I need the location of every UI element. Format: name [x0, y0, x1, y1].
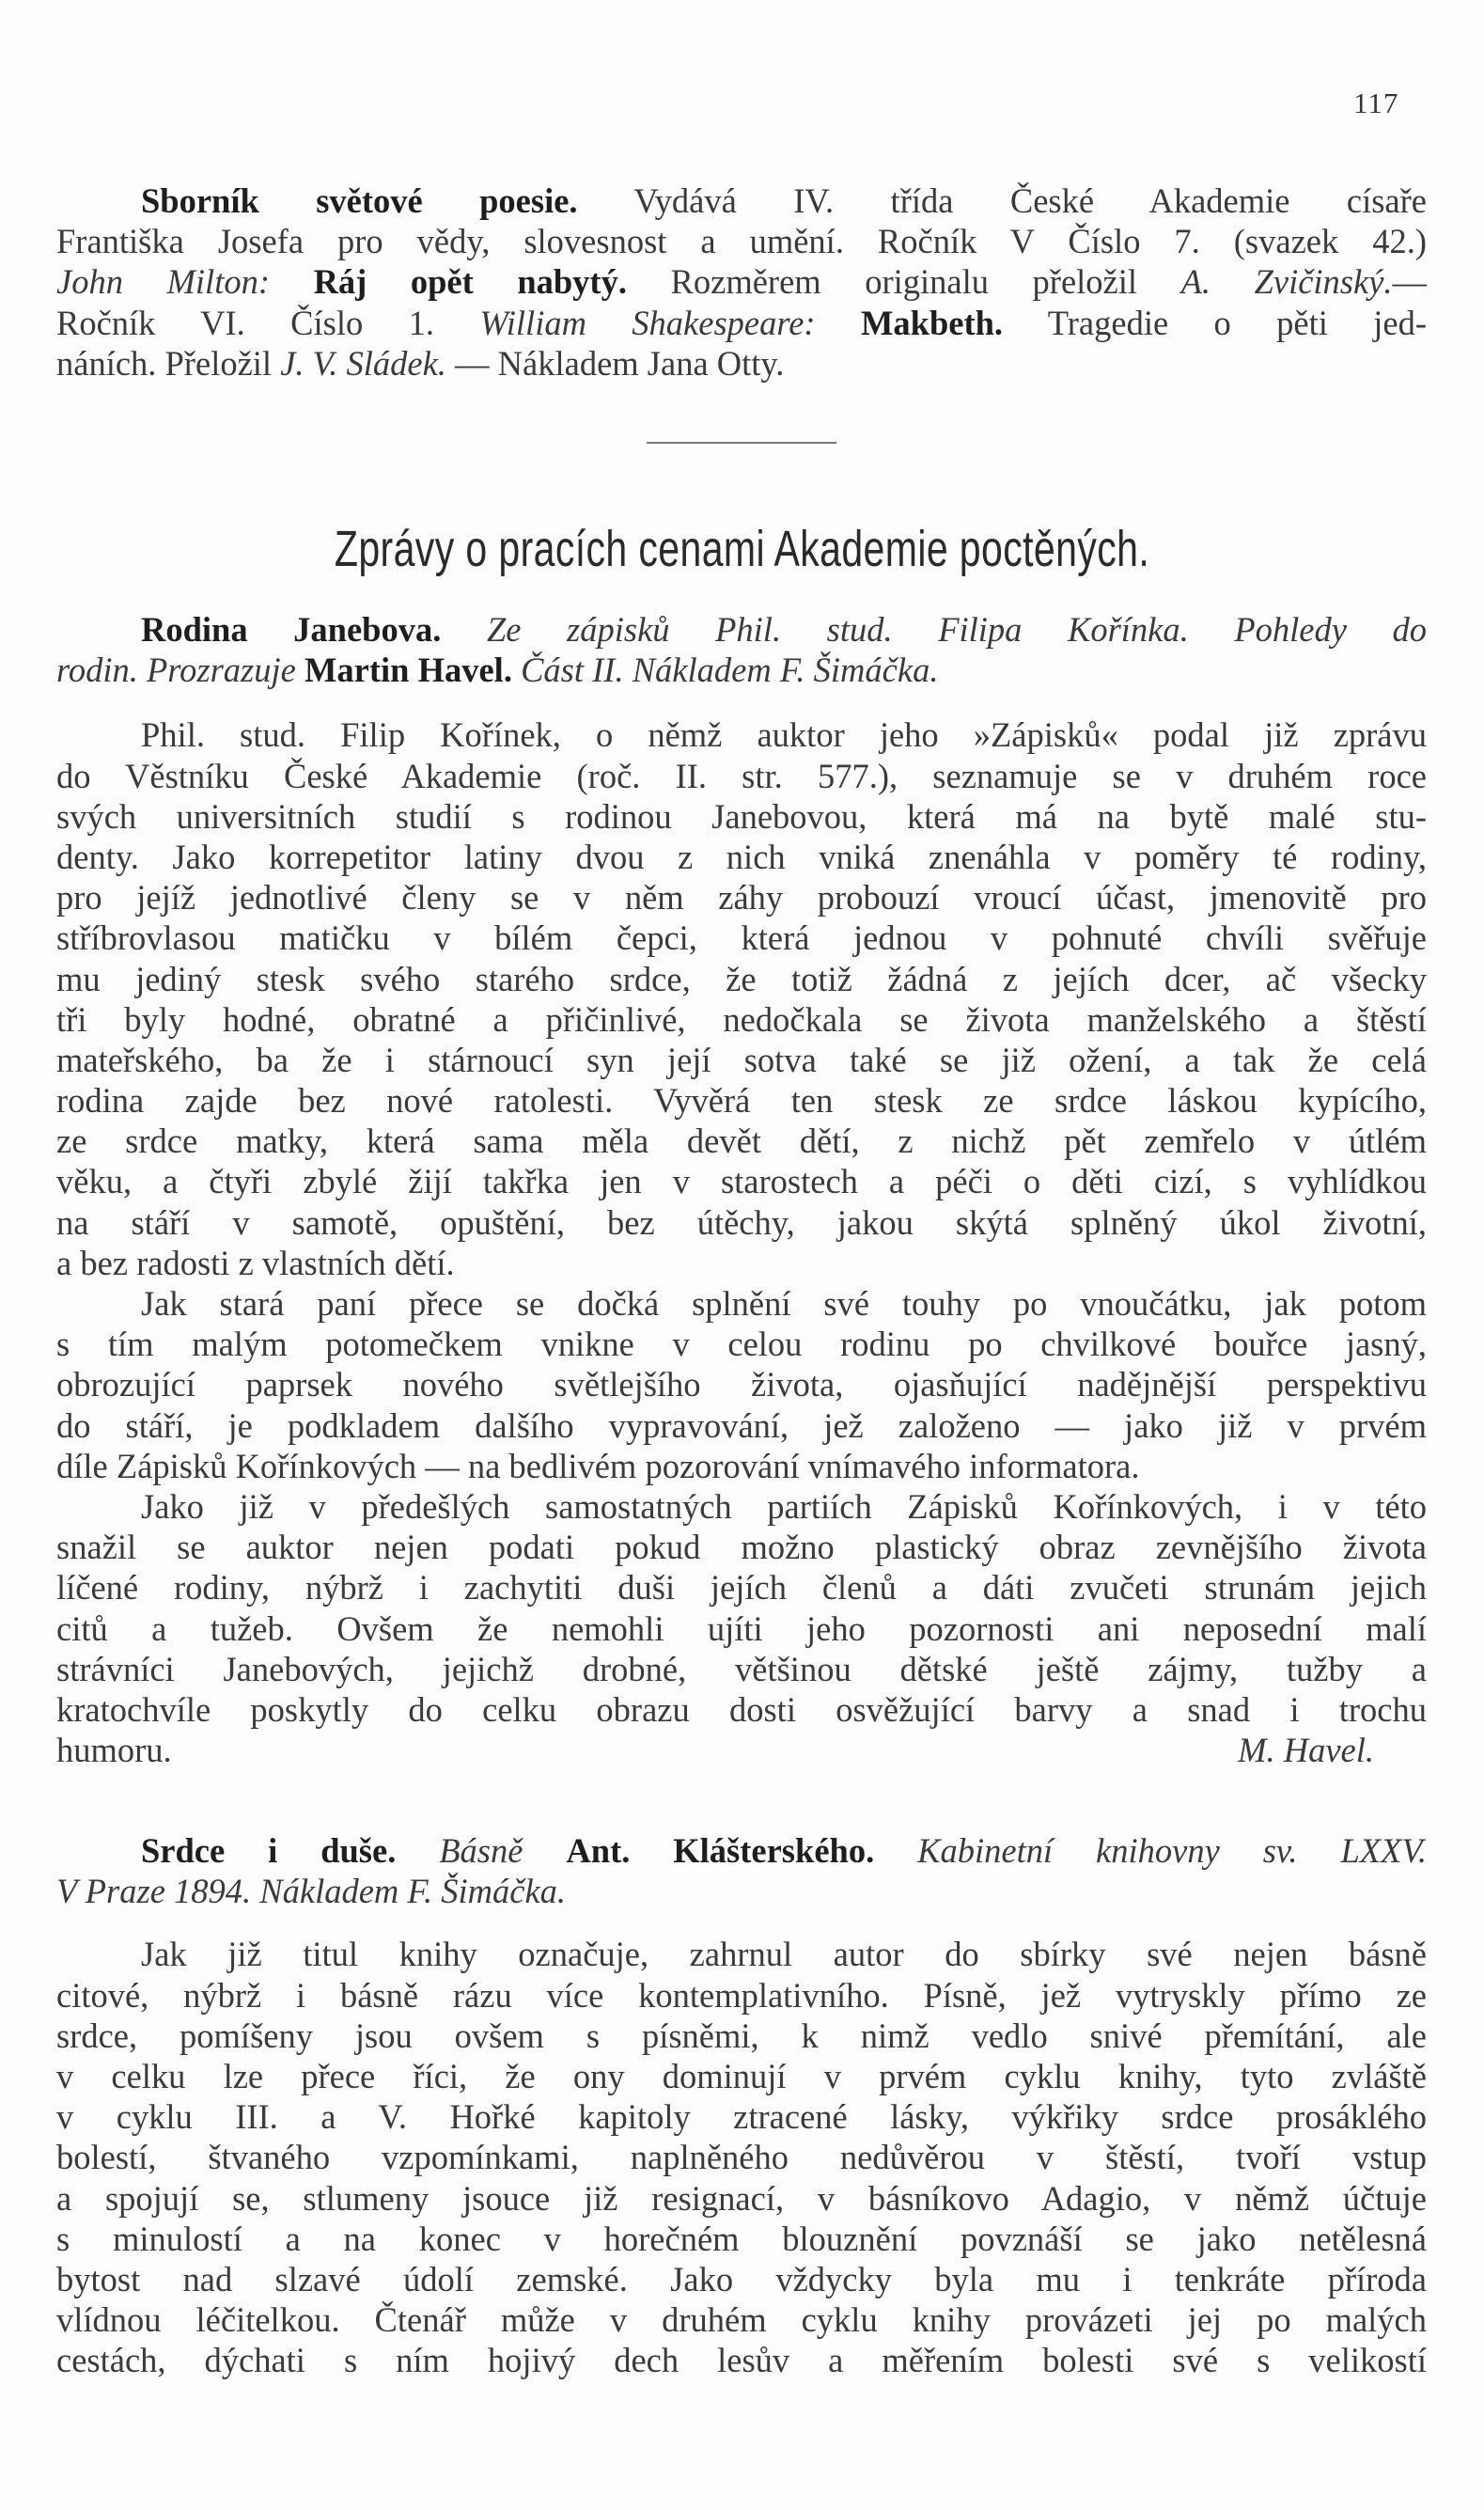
review-sbornik-line-5: náních. Přeložil J. V. Sládek. — Nákladem Jana Otty.: [56, 343, 785, 383]
text-line: cestách, dýchati s ním hojivý dech lesův a měřením bolesti své s velikostí: [56, 2341, 1427, 2380]
text-line: citů a tužeb. Ovšem že nemohli ujíti jeho pozornosti ani neposední malí: [56, 1608, 1427, 1648]
text-line: Jak již titul knihy označuje, zahrnul autor do sbírky své nejen básně: [141, 1935, 1427, 1974]
text-line: Jako již v předešlých samostatných partiích Zápisků Kořínkových, i v této: [141, 1486, 1427, 1526]
text-line: citové, nýbrž i básně rázu více kontemplativního. Písně, jež vytryskly přímo ze: [56, 1975, 1427, 2015]
text-line: tři byly hodné, obratné a přičinlivé, nedočkala se života manželského a štěstí: [56, 999, 1427, 1039]
text-line: ze srdce matky, která sama měla devět dětí, z nichž pět zemřelo v útlém: [56, 1122, 1427, 1161]
review-srdce-i-duse: [56, 1830, 1427, 2380]
text-line: obrozující paprsek nového světlejšího života, ojasňující nadějnější perspektivu: [56, 1365, 1427, 1404]
review-sbornik-line-2: Františka Josefa pro vědy, slovesnost a umění. Ročník V Číslo 7. (svazek 42.): [56, 222, 1427, 261]
review-title: Sborník světové poesie.: [141, 181, 578, 220]
text-line: a bez radosti z vlastních dětí.: [56, 1243, 455, 1282]
text-line: svých universitních studií s rodinou Janebovou, která má na bytě malé stu-: [56, 796, 1427, 836]
review-header-line-1: Srdce i duše. Básně Ant. Klášterského. Kabinetní knihovny sv. LXXV.: [141, 1831, 1428, 1870]
text-line: v celku lze přece říci, že ony dominují v prvém cyklu knihy, tyto zvláště: [56, 2056, 1427, 2095]
text-line: stříbrovlasou matičku v bílém čepci, která jednou v pohnuté chvíli svěřuje: [56, 918, 1427, 958]
text-line: denty. Jako korrepetitor latiny dvou z nich vniká znenáhla v poměry té rodiny,: [56, 837, 1427, 876]
text-line: na stáří v samotě, opuštění, bez útěchy, jakou skýtá splněný úkol životní,: [56, 1202, 1427, 1242]
text-line: kratochvíle poskytly do celku obrazu dosti osvěžující barvy a snad i trochu: [56, 1689, 1427, 1729]
text-line: v cyklu III. a V. Hořké kapitoly ztracené lásky, výkřiky srdce prosáklého: [56, 2097, 1427, 2137]
section-heading: Zprávy o pracích cenami Akademie poctěných.: [334, 521, 1150, 577]
review-sbornik-line-1: Sborník světové poesie. Vydává IV. třída České Akademie císaře: [141, 181, 1427, 220]
reviewer-signature: M. Havel.: [1238, 1731, 1374, 1770]
review-body: [56, 1934, 1427, 2380]
review-header-line-2: rodin. Prozrazuje Martin Havel. Část II. Nákladem F. Šimáčka.: [56, 651, 939, 690]
text-line: mu jediný stesk svého starého srdce, že totiž žádná z jejích dcer, ač všecky: [56, 959, 1427, 998]
text-line: do Věstníku České Akademie (roč. II. str. 577.), seznamuje se v druhém roce: [56, 756, 1427, 795]
text-line: s tím malým potomečkem vnikne v celou rodinu po chvilkové bouřce jasný,: [56, 1325, 1427, 1364]
section-divider: [647, 442, 836, 444]
text-line: rodina zajde bez nové ratolesti. Vyvěrá ten stesk ze srdce láskou kypícího,: [56, 1081, 1427, 1121]
text-line: srdce, pomíšeny jsou ovšem s písněmi, k nimž vedlo snivé přemítání, ale: [56, 2016, 1427, 2055]
text-line: s minulostí a na konec v horečném blouznění povznáší se jako netělesná: [56, 2219, 1427, 2258]
review-header-line-1: Rodina Janebova. Ze zápisků Phil. stud. Filipa Kořínka. Pohledy do: [141, 610, 1428, 649]
text-line-content: humoru.: [56, 1731, 172, 1770]
text-line: pro jejíž jednotlivé členy se v něm záhy probouzí vroucí účast, jmenovitě pro: [56, 878, 1427, 918]
review-sbornik: [56, 180, 1427, 384]
page-number: 117: [1353, 86, 1399, 119]
text-line: Jak stará paní přece se dočká splnění své touhy po vnoučátku, jak potom: [141, 1284, 1427, 1323]
text-line: díle Zápisků Kořínkových — na bedlivém pozorování vnímavého informatora.: [56, 1446, 1140, 1485]
review-body: [56, 714, 1427, 1770]
text-line: do stáří, je podkladem dalšího vypravování, jež založeno — jako již v prvém: [56, 1405, 1427, 1445]
text-line: snažil se auktor nejen podati pokud možno plastický obraz zevnějšího života: [56, 1528, 1427, 1567]
text-line: Phil. stud. Filip Kořínek, o němž auktor jeho »Zápisků« podal již zprávu: [141, 715, 1427, 755]
text-line: [56, 1730, 1427, 1770]
review-sbornik-line-3: John Milton: Ráj opět nabytý. Rozměrem originalu přeložil A. Zvičinský.—: [56, 262, 1428, 302]
text-line: věku, a čtyři zbylé žijí takřka jen v starostech a péči o děti cizí, s vyhlídkou: [56, 1162, 1427, 1201]
review-sbornik-line-4: Ročník VI. Číslo 1. William Shakespeare: Makbeth. Tragedie o pěti jed-: [56, 303, 1428, 342]
text-line: a spojují se, stlumeny jsouce již resignací, v básníkovo Adagio, v němž účtuje: [56, 2178, 1427, 2218]
text-line: bolestí, štvaného vzpomínkami, naplněného nedůvěrou v štěstí, tvoří vstup: [56, 2138, 1427, 2177]
text-line: líčené rodiny, nýbrž i zachytiti duši jejích členů a dáti zvučeti strunám jejich: [56, 1568, 1427, 1608]
text-line: vlídnou léčitelkou. Čtenář může v druhém cyklu knihy provázeti jej po malých: [56, 2300, 1427, 2340]
text-line: bytost nad slzavé údolí zemské. Jako vždycky byla mu i tenkráte příroda: [56, 2259, 1427, 2298]
text-line: mateřského, ba že i stárnoucí syn její sotva také se již ožení, a tak že celá: [56, 1040, 1427, 1079]
review-rodina-janebova: [56, 609, 1427, 1770]
review-header-line-2: V Praze 1894. Nákladem F. Šimáčka.: [56, 1872, 567, 1911]
text-line: strávníci Janebových, jejichž drobné, většinou dětské ještě zájmy, tužby a: [56, 1649, 1427, 1688]
